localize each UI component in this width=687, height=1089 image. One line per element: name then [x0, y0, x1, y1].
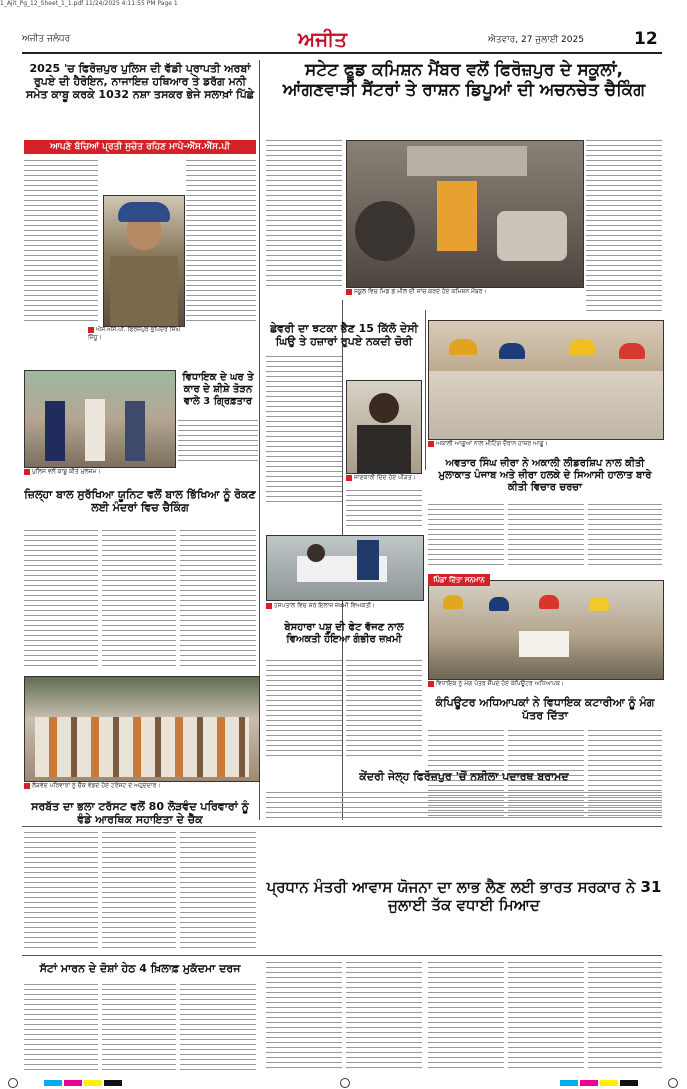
accident-caption: ਹਸਪਤਾਲ ਵਿਚ ਜ਼ੇਰੇ ਇਲਾਜ ਜ਼ਖ਼ਮੀ ਵਿਅਕਤੀ। [266, 602, 422, 610]
accident-body-col-1 [266, 660, 342, 760]
theft-body-col-2 [346, 490, 422, 532]
trust-photo [24, 676, 260, 782]
color-bar-swatch [620, 1080, 638, 1086]
awtar-body-col-1 [428, 504, 504, 570]
trust-body-col-2 [102, 832, 176, 952]
theft-caption: ਜਾਣਕਾਰੀ ਦਿੰਦੇ ਹੋਏ ਪੀੜਤ। [346, 474, 422, 482]
police-headline: 2025 'ਚ ਫਿਰੋਜ਼ਪੁਰ ਪੁਲਿਸ ਦੀ ਵੱਡੀ ਪ੍ਰਾਪਤੀ ਅਰਬਾਂ ਰੁਪਏ ਦੀ ਹੈਰੋਇਨ, ਨਾਜਾਇਜ਼ ਹਥਿਆਰ ਤੇ ਡਰੱਗ ਮਨੀ ਸਮੇਤ ਕਾਬੂ ਕਰਕੇ 1032 ਨਸ਼ਾ ਤਸਕਰ ਭੇਜੇ ਸਲਾਖ਼ਾਂ ਪਿੱਛੇ [25, 62, 255, 102]
child-body-col-2 [102, 530, 176, 670]
vidhayak-body [178, 420, 258, 466]
cases-body-col-2 [102, 984, 176, 1074]
color-bar-swatch [84, 1080, 102, 1086]
pmay-body-col-3 [428, 962, 504, 1074]
food-commission-photo [346, 140, 584, 288]
column-rule [425, 310, 426, 470]
header-date: ਐਤਵਾਰ, 27 ਜੁਲਾਈ 2025 [488, 35, 584, 45]
police-band: ਆਪਣੇ ਬੱਚਿਆਂ ਪ੍ਰਤੀ ਸੁਚੇਤ ਰਹਿਣ ਮਾਪੇ-ਐੱਸ.ਐੱਸ.ਪੀ [24, 140, 256, 154]
food-commission-headline: ਸਟੇਟ ਫੂਡ ਕਮਿਸ਼ਨ ਮੈਂਬਰ ਵਲੋਂ ਫਿਰੋਜ਼ਪੁਰ ਦੇ ਸਕੂਲਾਂ, ਆਂਗਣਵਾੜੀ ਸੈਂਟਰਾਂ ਤੇ ਰਾਸ਼ਨ ਡਿਪੂਆਂ ਦੀ ਅਚਨਚੇਤ ਚੈਕਿੰਗ [282, 60, 646, 101]
awtar-photo [428, 320, 664, 440]
section-rule [22, 955, 662, 956]
header-left-label: ਅਜੀਤ ਜਲੰਧਰ [22, 34, 71, 44]
cases-body-col-1 [24, 984, 98, 1074]
police-photo [103, 195, 185, 327]
trust-body-col-3 [180, 832, 256, 952]
computer-badge: ਪਿੰਡਾਂ ਦਿੱਤਾ ਸਨਮਾਨ [428, 574, 490, 586]
newspaper-logo: ਅਜੀਤ [298, 27, 348, 51]
theft-body-col-1 [266, 356, 342, 506]
color-bar-swatch [44, 1080, 62, 1086]
color-bar-swatch [560, 1080, 578, 1086]
cases-body-col-3 [180, 984, 256, 1074]
pmay-body-col-4 [508, 962, 584, 1074]
page-header [22, 27, 662, 54]
color-bar-swatch [64, 1080, 82, 1086]
color-bar-swatch [580, 1080, 598, 1086]
food-body-col-2 [586, 140, 662, 316]
theft-photo [346, 380, 422, 474]
police-body-col-1 [24, 160, 98, 330]
police-caption: ਐਸ.ਐਸ.ਪੀ. ਫਿਰੋਜ਼ਪੁਰ ਭੁਪਿੰਦਰ ਸਿੰਘ ਸਿੱਧੂ। [88, 326, 181, 341]
accident-body-col-2 [346, 660, 422, 760]
accident-headline: ਬੇਸਹਾਰਾ ਪਸ਼ੂ ਦੀ ਫੇਟ ਵੱਜਣ ਨਾਲ ਵਿਅਕਤੀ ਹੋਇਆ ਗੰਭੀਰ ਜ਼ਖ਼ਮੀ [284, 622, 404, 645]
registration-mark-icon [8, 1078, 18, 1088]
jail-headline: ਕੇਂਦਰੀ ਜੇਲ੍ਹ ਫਿਰੋਜ਼ਪੁਰ 'ਚੋਂ ਨਸ਼ੀਲਾ ਪਦਾਰਥ ਬਰਾਮਦ [359, 770, 569, 783]
trust-headline: ਸਰਬੱਤ ਦਾ ਭਲਾ ਟਰੱਸਟ ਵਲੋਂ 80 ਲੋੜਵੰਦ ਪਰਿਵਾਰਾਂ ਨੂੰ ਵੰਡੇ ਆਰਥਿਕ ਸਹਾਇਤਾ ਦੇ ਚੈੱਕ [31, 800, 249, 827]
theft-headline: ਛੇਵਰੀ ਦਾ ਝਟਕਾ ਭੈਣ 15 ਕਿੱਲੋ ਦੇਸੀ ਘਿਉ ਤੇ ਹਜ਼ਾਰਾਂ ਰੁਪਏ ਨਕਦੀ ਚੋਰੀ [270, 322, 418, 349]
color-bar-swatch [104, 1080, 122, 1086]
trust-caption: ਲੋੜਵੰਦ ਪਰਿਵਾਰਾਂ ਨੂੰ ਚੈੱਕ ਵੰਡਦੇ ਹੋਏ ਟਰੱਸਟ ਦੇ ਅਹੁਦੇਦਾਰ। [24, 782, 258, 790]
computer-caption: ਵਿਧਾਇਕ ਨੂੰ ਮੰਗ ਪੱਤਰ ਸੌਂਪਦੇ ਹੋਏ ਕੰਪਿਊਟਰ ਅਧਿਆਪਕ। [428, 680, 662, 688]
registration-mark-icon [668, 1078, 678, 1088]
jail-body [266, 792, 662, 822]
awtar-body-col-3 [588, 504, 662, 570]
pmay-body-col-2 [346, 962, 422, 1074]
police-body-col-2 [186, 160, 256, 330]
page-number: 12 [634, 29, 658, 49]
food-commission-caption: ਸਕੂਲ ਵਿਚ ਮਿਡ ਡੇ ਮੀਲ ਦੀ ਜਾਂਚ ਕਰਦੇ ਹੋਏ ਕਮਿਸ਼ਨ ਮੈਂਬਰ। [346, 288, 582, 296]
child-welfare-headline: ਜ਼ਿਲ੍ਹਾ ਬਾਲ ਸੁਰੱਖਿਆ ਯੂਨਿਟ ਵਲੋਂ ਬਾਲ ਭਿੱਖਿਆ ਨੂੰ ਰੋਕਣ ਲਈ ਮੰਦਰਾਂ ਵਿਚ ਚੈਕਿੰਗ [24, 488, 256, 515]
awtar-headline: ਅਵਤਾਰ ਸਿੰਘ ਜ਼ੀਰਾ ਨੇ ਅਕਾਲੀ ਲੀਡਰਸ਼ਿਪ ਨਾਲ ਕੀਤੀ ਮੁਲਾਕਾਤ ਪੰਜਾਬ ਅਤੇ ਜ਼ੀਰਾ ਹਲਕੇ ਦੇ ਸਿਆਸੀ ਹਾਲਾਤ ਬਾਰੇ ਕੀਤੀ ਵਿਚਾਰ ਚਰਚਾ [438, 458, 652, 493]
vidhayak-photo [24, 370, 176, 468]
trust-body-col-1 [24, 832, 98, 952]
pmay-body-col-1 [266, 962, 342, 1074]
pmay-body-col-5 [588, 962, 662, 1074]
vidhayak-headline: ਵਿਧਾਇਕ ਦੇ ਘਰ ਤੇ ਕਾਰ ਦੇ ਸ਼ੀਸ਼ੇ ਤੋੜਨ ਵਾਲੇ 3 ਗ੍ਰਿਫ਼ਤਾਰ [182, 372, 254, 407]
child-body-col-3 [180, 530, 256, 670]
awtar-body-col-2 [508, 504, 584, 570]
child-body-col-1 [24, 530, 98, 670]
cases-headline: ਸੱਟਾਂ ਮਾਰਨ ਦੇ ਦੋਸ਼ਾਂ ਹੇਠ 4 ਖ਼ਿਲਾਫ਼ ਮੁਕੱਦਮਾ ਦਰਜ [39, 962, 241, 975]
file-strip: 1_Ajit_Pg_12_Sheet_1_1.pdf 11/24/2025 4:11:55 PM Page 1 [0, 0, 178, 7]
accident-photo [266, 535, 424, 601]
awtar-caption: ਅਕਾਲੀ ਆਗੂਆਂ ਨਾਲ ਮੀਟਿੰਗ ਦੌਰਾਨ ਹਾਜ਼ਰ ਆਗੂ। [428, 440, 662, 448]
food-body-col-1 [266, 140, 342, 290]
color-bar-swatch [600, 1080, 618, 1086]
registration-mark-icon [340, 1078, 350, 1088]
pmay-headline: ਪ੍ਰਧਾਨ ਮੰਤਰੀ ਆਵਾਸ ਯੋਜਨਾ ਦਾ ਲਾਭ ਲੈਣ ਲਈ ਭਾਰਤ ਸਰਕਾਰ ਨੇ 31 ਜੁਲਾਈ ਤੱਕ ਵਧਾਈ ਮਿਆਦ [266, 878, 662, 914]
vidhayak-caption: ਪੁਲਿਸ ਵਲੋਂ ਕਾਬੂ ਕੀਤੇ ਮੁਲਜ਼ਮ। [24, 468, 258, 476]
computer-headline: ਕੰਪਿਊਟਰ ਅਧਿਆਪਕਾਂ ਨੇ ਵਿਧਾਇਕ ਕਟਾਰੀਆ ਨੂੰ ਮੰਗ ਪੱਤਰ ਦਿੱਤਾ [435, 696, 655, 723]
computer-photo [428, 580, 664, 680]
